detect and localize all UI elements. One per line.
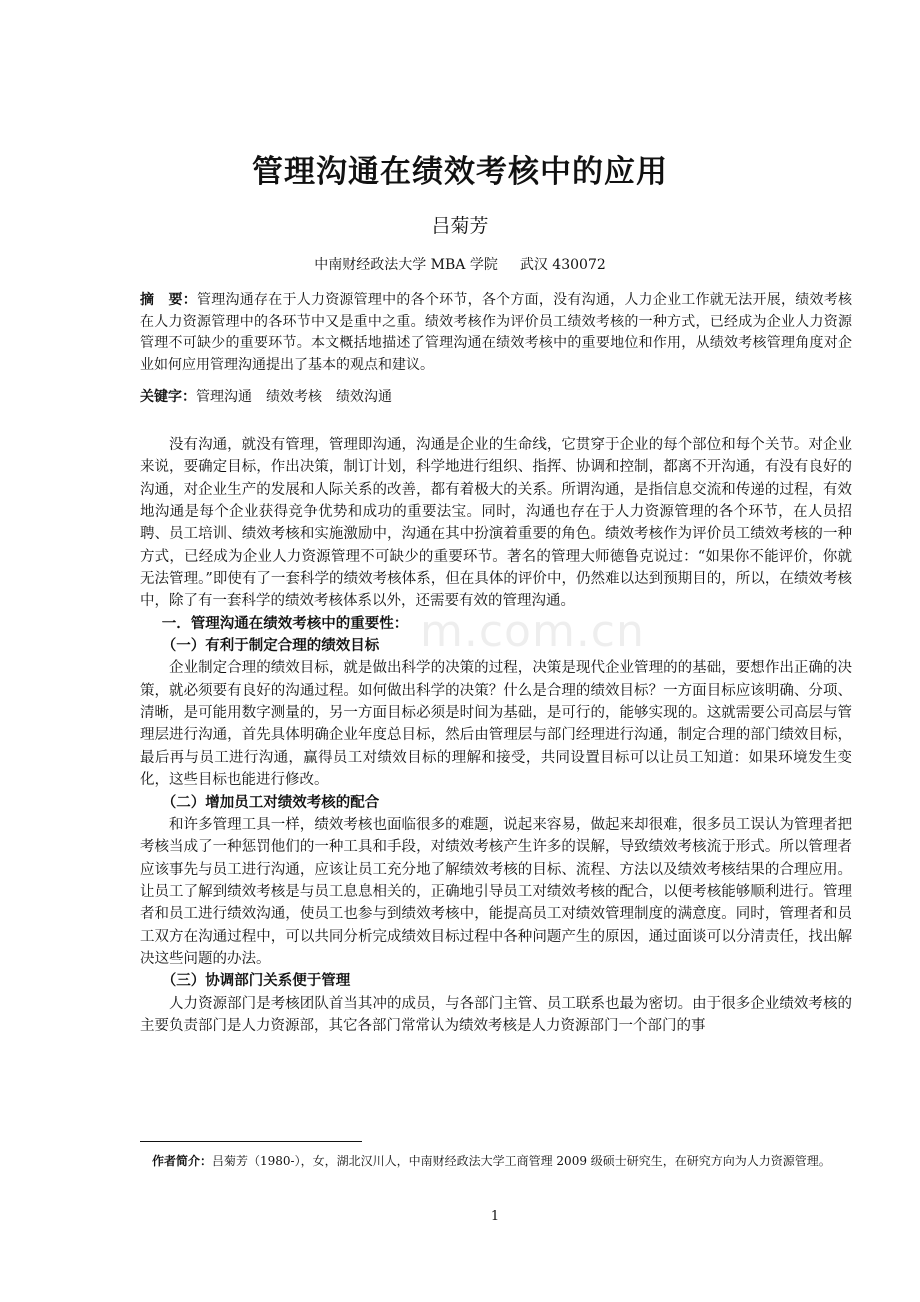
footnote-label: 作者简介： bbox=[152, 1154, 213, 1168]
body-paragraph: 企业制定合理的绩效目标，就是做出科学的决策的过程，决策是现代企业管理的的基础，要想作出正确的决策，就必须要有良好的沟通过程。如何做出科学的决策？什么是合理的绩效目标？一方面目标应该明确、分项、清晰，是可能用数字测量的，另一方面目标必须是时间为基础，是可行的，能够实现的。这就需要公司高层与管理层进行沟通，首先具体明确企业年度总目标，然后由管理层与部门经理进行沟通，制定合理的部门绩效目标，最后再与员工进行沟通，赢得员工对绩效目标的理解和接受，共同设置目标可以让员工知道：如果环境发生变化，这些目标也能进行修改。 bbox=[140, 660, 852, 789]
footnote bbox=[140, 1152, 852, 1171]
subsection-heading: （一）有利于制定合理的绩效目标 bbox=[161, 638, 380, 655]
keywords bbox=[140, 387, 852, 409]
body-paragraph: 人力资源部门是考核团队首当其冲的成员，与各部门主管、员工联系也最为密切。由于很多企业绩效考核的主要负责部门是人力资源部，其它各部门常常认为绩效考核是人力资源部门一个部门的事 bbox=[140, 995, 852, 1034]
abstract bbox=[140, 290, 852, 376]
watermark: m.com.cn bbox=[420, 606, 645, 657]
footnote-text: 吕菊芳（1980-），女，湖北汉川人，中南财经政法大学工商管理 2009 级硕士研究生，在研究方向为人力资源管理。 bbox=[212, 1154, 831, 1168]
section-heading: 一．管理沟通在绩效考核中的重要性： bbox=[161, 615, 409, 632]
abstract-label: 摘 要： bbox=[140, 292, 197, 308]
keywords-label: 关键字： bbox=[140, 389, 196, 405]
affiliation-school: 中南财经政法大学 MBA 学院 bbox=[314, 257, 498, 273]
subsection-heading: （二）增加员工对绩效考核的配合 bbox=[161, 794, 380, 811]
subsection-heading: （三）协调部门关系便于管理 bbox=[161, 973, 351, 990]
author-name: 吕菊芳 bbox=[431, 215, 489, 237]
body-text bbox=[140, 434, 852, 1037]
abstract-text: 管理沟通存在于人力资源管理中的各个环节，各个方面，没有沟通，人力企业工作就无法开展，绩效考核在人力资源管理中的各环节中又是重中之重。绩效考核作为评价员工绩效考核的一种方式，已经成为企业人力资源管理不可缺少的重要环节。本文概括地描述了管理沟通在绩效考核中的重要地位和作用，从绩效考核管理角度对企业如何应用管理沟通提出了基本的观点和建议。 bbox=[140, 292, 853, 373]
affiliation-location: 武汉 430072 bbox=[519, 257, 606, 273]
keyword: 管理沟通 bbox=[196, 389, 252, 405]
body-paragraph: 和许多管理工具一样，绩效考核也面临很多的难题，说起来容易，做起来却很难，很多员工误认为管理者把考核当成了一种惩罚他们的一种工具和手段，对绩效考核产生许多的误解，导致绩效考核流于形式。所以管理者应该事先与员工进行沟通，应该让员工充分地了解绩效考核的目标、流程、方法以及绩效考核结果的合理应用。让员工了解到绩效考核是与员工息息相关的，正确地引导员工对绩效考核的配合，以便考核能够顺利进行。管理者和员工进行绩效沟通，使员工也参与到绩效考核中，能提高员工对绩效管理制度的满意度。同时，管理者和员工双方在沟通过程中，可以共同分析完成绩效目标过程中各种问题产生的原因，通过面谈可以分清责任，找出解决这些问题的办法。 bbox=[140, 816, 852, 967]
intro-paragraph: 没有沟通，就没有管理，管理即沟通，沟通是企业的生命线，它贯穿于企业的每个部位和每个关节。对企业来说，要确定目标，作出决策，制订计划，科学地进行组织、指挥、协调和控制，都离不开沟通，有没有良好的沟通，对企业生产的发展和人际关系的改善，都有着极大的关系。所谓沟通，是指信息交流和传递的过程，有效地沟通是每个企业获得竞争优势和成功的重要法宝。同时，沟通也存在于人力资源管理的各个环节，在人员招聘、员工培训、绩效考核和实施激励中，沟通在其中扮演着重要的角色。绩效考核作为评价员工绩效考核的一种方式，已经成为企业人力资源管理不可缺少的重要环节。著名的管理大师德鲁克说过：“如果你不能评价，你就无法管理。”即使有了一套科学的绩效考核体系，但在具体的评价中，仍然难以达到预期目的，所以，在绩效考核中，除了有一套科学的绩效考核体系以外，还需要有效的管理沟通。 bbox=[140, 437, 852, 610]
footnote-divider bbox=[140, 1141, 362, 1142]
paper-title: 管理沟通在绩效考核中的应用 bbox=[252, 154, 668, 190]
author-affiliation bbox=[0, 254, 920, 274]
keyword: 绩效沟通 bbox=[336, 389, 392, 405]
keyword: 绩效考核 bbox=[266, 389, 322, 405]
page-number: 1 bbox=[490, 1209, 500, 1224]
